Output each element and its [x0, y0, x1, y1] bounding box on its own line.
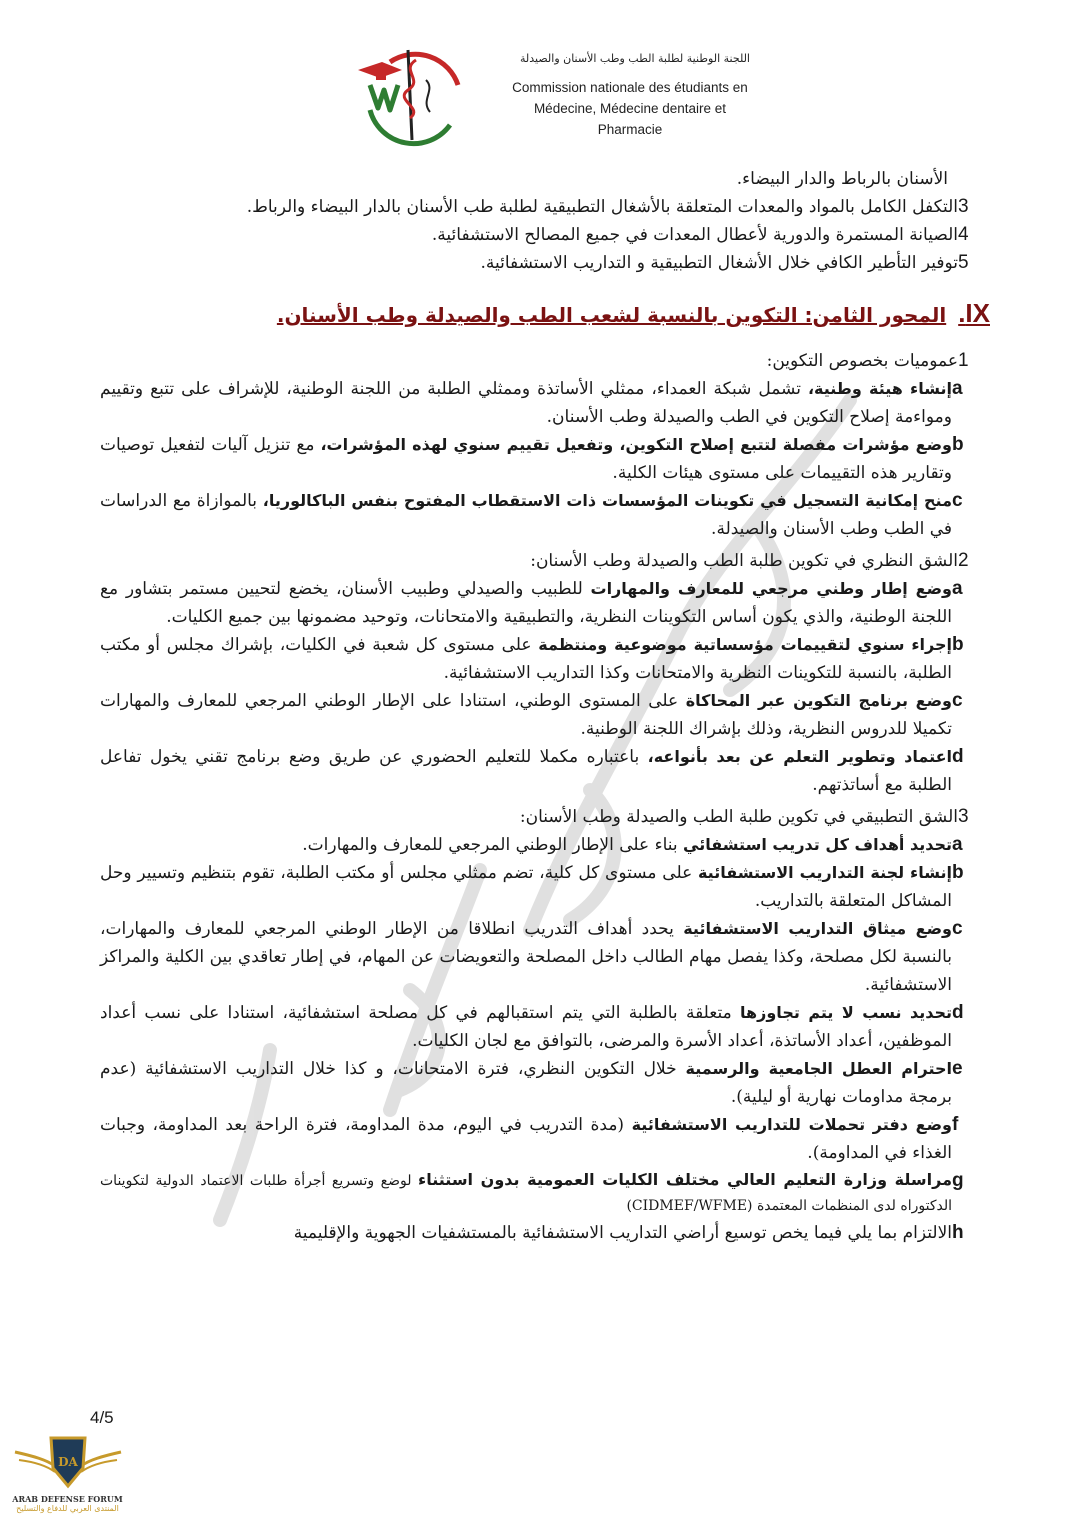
- lettered-item: [100, 743, 990, 799]
- item-bold-lead: وضع مؤشرات مفصلة لتتبع إصلاح التكوين، وتفعيل تقييم سنوي لهذه المؤشرات،: [320, 435, 952, 454]
- section-roman-numeral: IX.: [958, 298, 990, 328]
- org-name-french-line: Pharmacie: [597, 122, 663, 137]
- item-bold-lead: وضع ميثاق التداريب الاستشفائية: [683, 919, 952, 938]
- item-bold-lead: منح إمكانية التسجيل في تكوينات المؤسسات ذات الاستقطاب المفتوح بنفس الباكالوريا،: [262, 491, 952, 510]
- item-letter: g: [952, 1170, 964, 1191]
- item-body: خلال التكوين النظري، فترة الامتحانات، و كذا خلال التداريب الاستشفائية (عدم برمجة مداومات نهارية أو ليلية).: [100, 1059, 952, 1107]
- numbered-item: [100, 249, 990, 277]
- item-bold-lead: تحديد نسب لا يتم تجاوزها: [740, 1003, 953, 1022]
- item-text: الصيانة المستمرة والدورية لأعطال المعدات في جميع المصالح الاستشفائية.: [431, 225, 958, 245]
- item-bold-lead: وضع دفتر تحملات للتداريب الاستشفائية: [631, 1115, 953, 1134]
- item-text: [100, 375, 952, 431]
- item-bold-lead: إجراء سنوي لتقييمات مؤسساتية موضوعية ومنتظمة: [538, 635, 952, 654]
- item-letter: b: [952, 634, 964, 655]
- section-title: المحور الثامن: التكوين بالنسبة لشعب الطب والصيدلة وطب الأسنان.: [276, 303, 947, 327]
- item-letter: a: [952, 378, 963, 399]
- item-text: التكفل الكامل بالمواد والمعدات المتعلقة بالأشغال التطبيقية لطلبة طب الأسنان بالدار البيضاء والرباط.: [246, 197, 958, 217]
- organization-name: [490, 52, 770, 140]
- lettered-item: [100, 631, 990, 687]
- item-bold-lead: احترام العطل الجامعية والرسمية: [685, 1059, 952, 1078]
- section-heading: [100, 299, 990, 329]
- subsection-number: 3: [958, 806, 969, 827]
- item-body: بناء على الإطار الوطني المرجعي للمعارف والمهارات.: [302, 835, 684, 855]
- item-letter: b: [952, 434, 964, 455]
- lettered-item: [100, 1055, 990, 1111]
- item-text: [100, 859, 952, 915]
- item-letter: f: [952, 1114, 959, 1135]
- lettered-item: [100, 999, 990, 1055]
- forum-name-arabic: المنتدى العربي للدفاع والتسليح: [16, 1504, 119, 1513]
- item-body: يحدد أهداف التدريب انطلاقا من الإطار الوطني المرجعي للمعارف والمهارات، بالنسبة لكل مصلحة، وكذا يفصل مهام الطالب داخل المصلحة والتعويضات عن المهام، في إطار تعاقدي بين الكلية والمراكز الاستشفائية.: [100, 919, 952, 995]
- subsection-number: 2: [958, 550, 969, 571]
- item-body: الالتزام بما يلي فيما يخص توسيع أراضي التداريب الاستشفائية بالمستشفيات الجهوية والإقليمية: [293, 1223, 952, 1243]
- lettered-item: [100, 487, 990, 543]
- item-number: 4: [958, 224, 969, 245]
- item-letter: c: [952, 490, 963, 511]
- org-name-french-line: Commission nationale des étudiants en: [512, 80, 748, 95]
- subsection-title: عموميات بخصوص التكوين:: [766, 351, 958, 371]
- numbered-item: [100, 193, 990, 221]
- item-bold-lead: إنشاء لجنة التداريب الاستشفائية: [697, 863, 952, 882]
- subsection-heading: [100, 347, 990, 375]
- lettered-item: [100, 375, 990, 431]
- item-text: [100, 743, 952, 799]
- item-bold-lead: تحديد أهداف كل تدريب استشفائي: [683, 835, 952, 854]
- item-bold-lead: وضع إطار وطني مرجعي للمعارف والمهارات: [590, 579, 952, 598]
- item-letter: d: [952, 746, 964, 767]
- subsection-title: الشق النظري في تكوين طلبة الطب والصيدلة وطب الأسنان:: [530, 551, 958, 571]
- item-body: على مستوى كل كلية، تضم ممثلي مجلس أو مكتب الطلبة، تقوم بتنظيم وتسيير وحل المشاكل المتعلقة بالتداريب.: [100, 863, 952, 911]
- item-body: متعلقة بالطلبة التي يتم استقبالهم في كل مصلحة استشفائية، استنادا على نسب أعداد الموظفين، أعداد الأساتذة، أعداد الأسرة والمرضى، بالتوافق مع لجان الكليات.: [100, 1003, 952, 1051]
- item-text: [100, 687, 952, 743]
- document-body: [100, 165, 990, 1247]
- lettered-item: [100, 1167, 990, 1219]
- item-text: [100, 487, 952, 543]
- item-text: [100, 915, 952, 999]
- lettered-item: [100, 687, 990, 743]
- item-text: [100, 575, 952, 631]
- item-letter: c: [952, 918, 963, 939]
- item-bold-lead: وضع برنامج التكوين عبر المحاكاة: [685, 691, 952, 710]
- lettered-item: [100, 1111, 990, 1167]
- item-number: 3: [958, 196, 969, 217]
- org-name-french-line: Médecine, Médecine dentaire et: [533, 101, 727, 116]
- lettered-item: [100, 1219, 990, 1247]
- item-letter: a: [952, 578, 963, 599]
- page-number: 4/5: [90, 1408, 114, 1427]
- item-body: على المستوى الوطني، استنادا على الإطار الوطني المرجعي للمعارف والمهارات تكميلا للدروس النظرية، وذلك بإشراك اللجنة الوطنية.: [100, 691, 952, 739]
- item-text: [100, 431, 952, 487]
- commission-logo-icon: [350, 40, 470, 150]
- lettered-item: [100, 431, 990, 487]
- forum-name-english: ARAB DEFENSE FORUM: [12, 1494, 123, 1504]
- org-name-arabic: اللجنة الوطنية لطلبة الطب وطب الأسنان والصيدلة: [520, 52, 750, 65]
- item-body: باعتباره مكملا للتعليم الحضوري عن طريق وضع برنامج تقني يخول تفاعل الطلبة مع أساتذتهم.: [100, 747, 952, 795]
- item-body: تشمل شبكة العمداء، ممثلي الأساتذة وممثلي الطلبة من اللجنة الوطنية، للإشراف على تتبع وتقييم ومواءمة إصلاح التكوين في الطب والصيدلة وطب الأسنان.: [100, 379, 952, 427]
- intro-continuation: الأسنان بالرباط والدار البيضاء.: [736, 169, 948, 189]
- subsection-title: الشق التطبيقي في تكوين طلبة الطب والصيدلة وطب الأسنان:: [519, 807, 958, 827]
- item-body: مع تنزيل آليات لتفعيل توصيات وتقارير هذه التقييمات على مستوى هيئات الكلية.: [100, 435, 952, 483]
- forum-watermark-logo: [10, 1430, 125, 1525]
- item-body: لوضع وتسريع أجرأة طلبات الاعتماد الدولية لتكوينات الدكتوراه لدى المنظمات المعتمدة (CIDMEF/WFME): [100, 1173, 952, 1214]
- item-letter: c: [952, 690, 963, 711]
- item-text: توفير التأطير الكافي خلال الأشغال التطبيقية و التداريب الاستشفائية.: [480, 253, 958, 273]
- eagle-shield-icon: [13, 1430, 123, 1492]
- item-text: [100, 831, 952, 859]
- item-text: [100, 631, 952, 687]
- item-letter: h: [952, 1222, 964, 1243]
- forum-badge: DA: [57, 1455, 78, 1469]
- lettered-item: [100, 859, 990, 915]
- subsection-number: 1: [958, 350, 969, 371]
- lettered-item: [100, 915, 990, 999]
- item-letter: d: [952, 1002, 964, 1023]
- item-bold-lead: اعتماد وتطوير التعلم عن بعد بأنواعه،: [647, 747, 953, 766]
- item-letter: e: [952, 1058, 963, 1079]
- item-text: [100, 1055, 952, 1111]
- subsection-heading: [100, 547, 990, 575]
- item-body: بالموازاة مع الدراسات في الطب وطب الأسنان والصيدلة.: [100, 491, 952, 539]
- item-bold-lead: إنشاء هيئة وطنية،: [807, 379, 952, 398]
- subsection-heading: [100, 803, 990, 831]
- item-text: [100, 1219, 952, 1247]
- document-header: [340, 40, 770, 160]
- item-bold-lead: مراسلة وزارة التعليم العالي مختلف الكليات العمومية بدون استثناء: [418, 1170, 952, 1189]
- item-number: 5: [958, 252, 969, 273]
- lettered-item: [100, 575, 990, 631]
- numbered-item: [100, 221, 990, 249]
- item-text: [100, 1111, 952, 1167]
- item-letter: b: [952, 862, 964, 883]
- item-text: [100, 999, 952, 1055]
- item-letter: a: [952, 834, 963, 855]
- item-body: للطبيب والصيدلي وطبيب الأسنان، يخضع لتحيين مستمر بتشاور مع اللجنة الوطنية، والذي يكون أساس التكوينات النظرية، والتطبيقية والامتحانات، وتوحيد مضمونها بين جميع الكليات.: [100, 579, 952, 627]
- item-text: [100, 1167, 952, 1219]
- lettered-item: [100, 831, 990, 859]
- item-body: على مستوى كل شعبة في الكليات، بإشراك مجلس أو مكتب الطلبة، بالنسبة للتكوينات النظرية والامتحانات وكذا التداريب الاستشفائية.: [100, 635, 952, 683]
- item-body: (مدة التدريب في اليوم، مدة المداومة، فترة الراحة بعد المداومة، وجبات الغذاء في المداومة).: [100, 1115, 952, 1163]
